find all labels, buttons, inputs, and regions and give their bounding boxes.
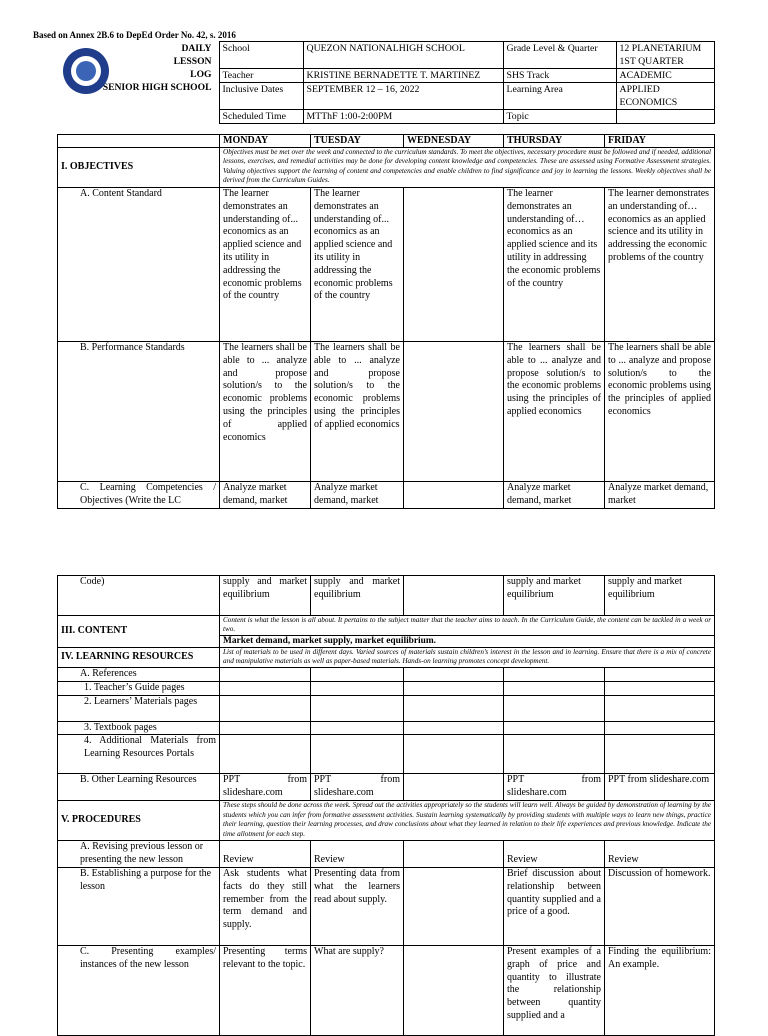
content-note: Content is what the lesson is all about. It pertains to the subject matter that the teacher aims to teach. In the Curriculum Guide, the content can be tackled in a week or two.: [220, 616, 715, 636]
procedures-note: These steps should be done across the week. Spread out the activities appropriately so the students will learn well. Always be guided by demonstration of learning by the students which you can infer from formative assessment activities. Sustain learning systematically by providing students with multiple ways to learn new things, practice their learning, question their learning processes, and draw conclusions about what they learned in relation to their life experiences and previous knowledge. Indicate the time allotment for each step.: [220, 801, 715, 841]
dates-value: SEPTEMBER 12 – 16, 2022: [303, 83, 503, 110]
other-resources-thu: PPT from slideshare.com: [504, 774, 605, 801]
performance-standard-mon: The learners shall be able to ... analyze and propose solution/s to the economic problems using the principles of applied economics: [220, 342, 311, 482]
competencies-tue-cont: supply and market equilibrium: [311, 576, 404, 616]
references-label: A. References: [58, 668, 220, 682]
dates-label: Inclusive Dates: [219, 83, 303, 110]
title-cell: [57, 42, 219, 110]
competencies-wed-cont: [404, 576, 504, 616]
competencies-thu: Analyze market demand, market: [504, 482, 605, 509]
competencies-fri: Analyze market demand, market: [605, 482, 715, 509]
track-label: SHS Track: [503, 69, 616, 83]
time-label: Scheduled Time: [219, 110, 303, 124]
resources-note: List of materials to be used in different days. Varied sources of materials sustain children’s interest in the lesson and in learning. Ensure that there is a mix of concrete and manipulative materials as well as paper-based materials. Hands-on learning promotes concept development.: [220, 648, 715, 668]
annex-reference: Based on Annex 2B.6 to DepEd Order No. 42, s. 2016: [33, 30, 236, 40]
day-monday: MONDAY: [220, 135, 311, 148]
proc-a-fri: Review: [605, 841, 715, 868]
lm-label: 2. Learners’ Materials pages: [58, 695, 220, 721]
grade-value: 12 PLANETARIUM 1ST QUARTER: [616, 42, 714, 69]
competencies-mon-cont: supply and market equilibrium: [220, 576, 311, 616]
proc-a-label: A. Revising previous lesson or presenting the new lesson: [58, 841, 220, 868]
objectives-note: Objectives must be met over the week and connected to the curriculum standards. To meet the objectives, necessary procedure must be followed and if needed, additional lessons, exercises, and remedial activities may be done for developing content knowledge and competencies. These are assessed using Formative Assessment strategies. Valuing objectives support the learning of content and competencies and enable children to find significance and joy in learning the lessons. Weekly objectives shall be derived from the Curriculum Guides.: [220, 148, 715, 188]
other-resources-wed: [404, 774, 504, 801]
proc-b-thu: Brief discussion about relationship between quantity supplied and a price of a good.: [504, 867, 605, 945]
area-label: Learning Area: [503, 83, 616, 110]
topic-label: Topic: [503, 110, 616, 124]
teacher-label: Teacher: [219, 69, 303, 83]
content-standard-wed: [404, 188, 504, 342]
proc-c-tue: What are supply?: [311, 945, 404, 1035]
competencies-thu-cont: supply and market equilibrium: [504, 576, 605, 616]
competencies-code-label: Code): [58, 576, 220, 616]
objectives-heading: I. OBJECTIVES: [58, 148, 220, 188]
track-value: ACADEMIC: [616, 69, 714, 83]
competencies-tue: Analyze market demand, market: [311, 482, 404, 509]
am-label: 4. Additional Materials from Learning Resources Portals: [58, 735, 220, 774]
title-line: LESSON: [173, 55, 212, 67]
competencies-mon: Analyze market demand, market: [220, 482, 311, 509]
teacher-value: KRISTINE BERNADETTE T. MARTINEZ: [303, 69, 503, 83]
proc-a-thu: Review: [504, 841, 605, 868]
performance-standard-label: B. Performance Standards: [58, 342, 220, 482]
procedures-heading: V. PROCEDURES: [58, 801, 220, 841]
lesson-table-page1: [57, 134, 715, 509]
content-standard-mon: The learner demonstrates an understanding of... economics as an applied science and its utility in addressing the economic problems of the country: [220, 188, 311, 342]
day-tuesday: TUESDAY: [311, 135, 404, 148]
school-value: QUEZON NATIONALHIGH SCHOOL: [303, 42, 503, 69]
competencies-label: C. Learning Competencies / Objectives (Write the LC: [58, 482, 220, 509]
school-label: School: [219, 42, 303, 69]
title-line: LOG: [190, 68, 212, 80]
deped-seal-icon: [63, 48, 109, 94]
other-resources-fri: PPT from slideshare.com: [605, 774, 715, 801]
title-line: DAILY: [181, 42, 212, 54]
performance-standard-tue: The learners shall be able to ... analyze and propose solution/s to the economic problems using the principles of applied economics: [311, 342, 404, 482]
content-value: Market demand, market supply, market equilibrium.: [220, 636, 715, 648]
grade-label: Grade Level & Quarter: [503, 42, 616, 69]
proc-c-wed: [404, 945, 504, 1035]
performance-standard-thu: The learners shall be able to ... analyze and propose solution/s to the economic problems using the principles of applied economics: [504, 342, 605, 482]
competencies-fri-cont: supply and market equilibrium: [605, 576, 715, 616]
content-heading: III. CONTENT: [58, 616, 220, 648]
proc-b-label: B. Establishing a purpose for the lesson: [58, 867, 220, 945]
content-standard-label: A. Content Standard: [58, 188, 220, 342]
tg-label: 1. Teacher’s Guide pages: [58, 681, 220, 695]
content-standard-fri: The learner demonstrates an understanding of… economics as an applied science and its utility in addressing the economic problems of the country: [605, 188, 715, 342]
header-table: [57, 41, 715, 124]
day-wednesday: WEDNESDAY: [404, 135, 504, 148]
day-friday: FRIDAY: [605, 135, 715, 148]
proc-c-mon: Presenting terms relevant to the topic.: [220, 945, 311, 1035]
proc-a-wed: [404, 841, 504, 868]
content-standard-tue: The learner demonstrates an understanding of... economics as an applied science and its utility in addressing the economic problems of the country: [311, 188, 404, 342]
proc-a-mon: Review: [220, 841, 311, 868]
tb-label: 3. Textbook pages: [58, 721, 220, 735]
proc-c-thu: Present examples of a graph of price and quantity to illustrate the relationship between quantity supplied and a: [504, 945, 605, 1035]
other-resources-label: B. Other Learning Resources: [58, 774, 220, 801]
performance-standard-wed: [404, 342, 504, 482]
area-value: APPLIED ECONOMICS: [616, 83, 714, 110]
proc-a-tue: Review: [311, 841, 404, 868]
topic-value: [616, 110, 714, 124]
time-value: MTThF 1:00-2:00PM: [303, 110, 503, 124]
proc-b-wed: [404, 867, 504, 945]
day-thursday: THURSDAY: [504, 135, 605, 148]
content-standard-thu: The learner demonstrates an understanding of… economics as an applied science and its utility in addressing the economic problems of the country: [504, 188, 605, 342]
lesson-table-page2: [57, 575, 715, 1036]
other-resources-mon: PPT from slideshare.com: [220, 774, 311, 801]
proc-b-tue: Presenting data from what the learners read about supply.: [311, 867, 404, 945]
resources-heading: IV. LEARNING RESOURCES: [58, 648, 220, 668]
title-line: SENIOR HIGH SCHOOL: [102, 81, 212, 93]
proc-c-fri: Finding the equilibrium: An example.: [605, 945, 715, 1035]
proc-b-fri: Discussion of homework.: [605, 867, 715, 945]
competencies-wed: [404, 482, 504, 509]
proc-b-mon: Ask students what facts do they still remember from the term demand and supply.: [220, 867, 311, 945]
proc-c-label: C. Presenting examples/ instances of the new lesson: [58, 945, 220, 1035]
performance-standard-fri: The learners shall be able to ... analyze and propose solution/s to the economic problems using the principles of applied economics: [605, 342, 715, 482]
other-resources-tue: PPT from slideshare.com: [311, 774, 404, 801]
